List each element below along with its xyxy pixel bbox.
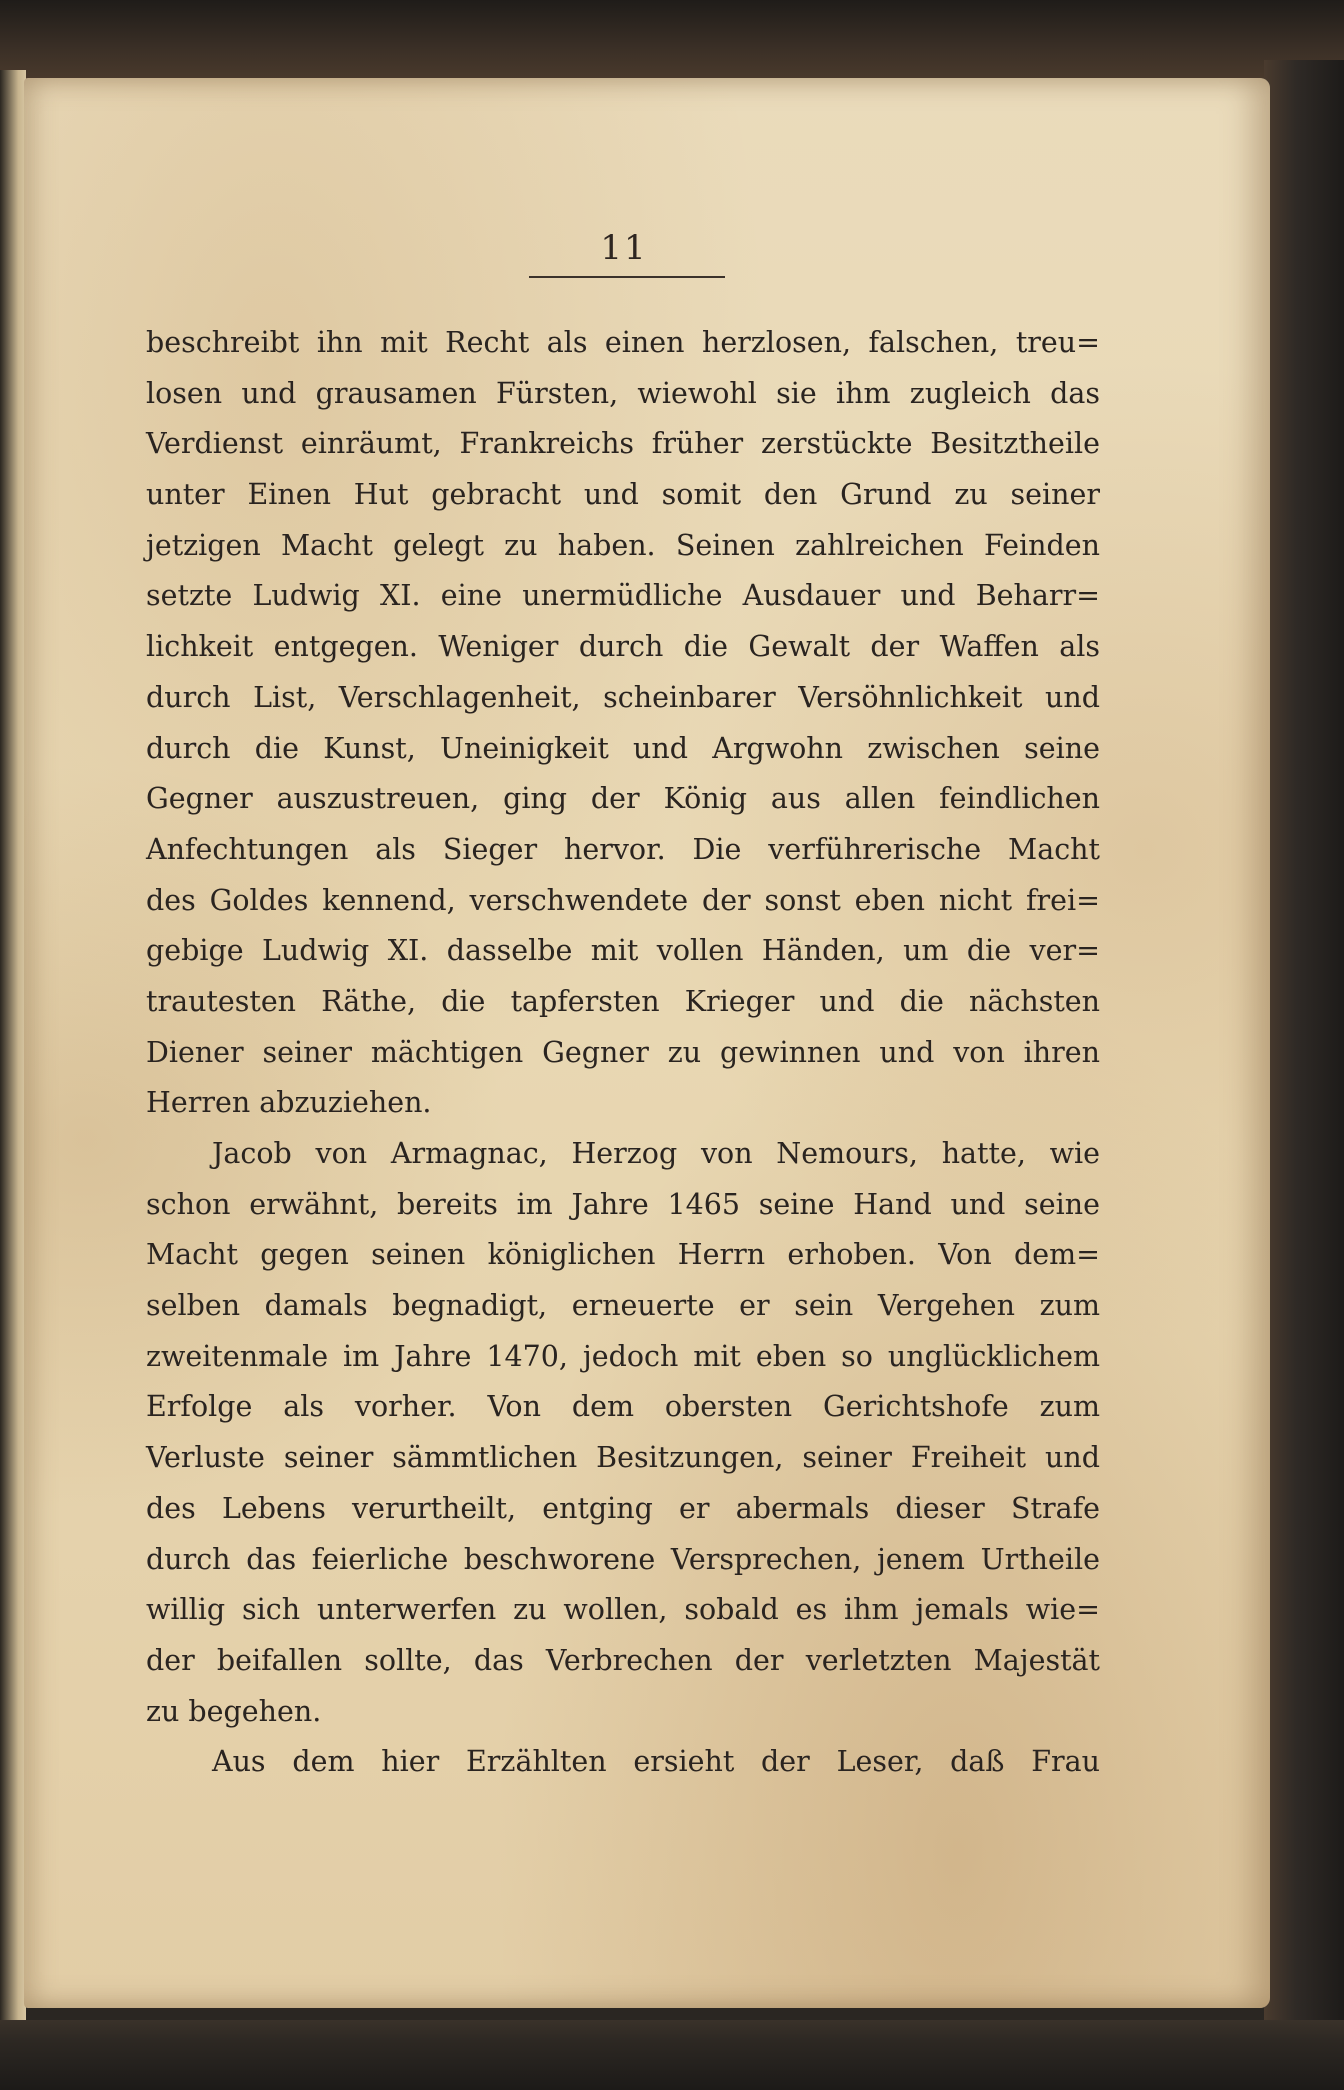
text-line: Diener seiner mächtigen Gegner zu gewinnen und von ihren xyxy=(146,1035,1100,1069)
text-line: schon erwähnt, bereits im Jahre 1465 seine Hand und seine xyxy=(146,1187,1100,1221)
text-line: Verluste seiner sämmtlichen Besitzungen, seiner Freiheit und xyxy=(146,1441,1100,1475)
text-line: Erfolge als vorher. Von dem obersten Gerichtshofe zum xyxy=(146,1390,1100,1424)
text-line: des Lebens verurtheilt, entging er abermals dieser Strafe xyxy=(146,1491,1100,1525)
text-line-paragraph-start: Aus dem hier Erzählten ersieht der Leser, daß Frau xyxy=(212,1745,1100,1779)
text-line: der beifallen sollte, das Verbrechen der verletzten Majestät xyxy=(146,1643,1100,1677)
text-line: durch die Kunst, Uneinigkeit und Argwohn zwischen seine xyxy=(146,731,1100,765)
book-binding-right xyxy=(1264,60,1344,2050)
text-line: unter Einen Hut gebracht und somit den Grund zu seiner xyxy=(146,478,1100,512)
text-line: zweitenmale im Jahre 1470, jedoch mit eben so unglücklichem xyxy=(146,1339,1100,1373)
text-line-paragraph-end: Herren abzuziehen. xyxy=(146,1086,432,1120)
text-line: Anfechtungen als Sieger hervor. Die verführerische Macht xyxy=(146,832,1100,866)
text-line: trautesten Räthe, die tapfersten Krieger und die nächsten xyxy=(146,984,1100,1018)
page-number: 11 xyxy=(600,228,648,268)
text-line: Gegner auszustreuen, ging der König aus allen feindlichen xyxy=(146,782,1100,816)
text-line-paragraph-start: Jacob von Armagnac, Herzog von Nemours, hatte, wie xyxy=(212,1137,1100,1170)
text-line: selben damals begnadigt, erneuerte er sein Vergehen zum xyxy=(146,1289,1100,1323)
text-line-paragraph-end: zu begehen. xyxy=(146,1694,322,1728)
book-binding-bottom xyxy=(0,2020,1344,2090)
text-line: durch das feierliche beschworene Versprechen, jenem Urtheile xyxy=(146,1542,1100,1576)
book-binding-top xyxy=(0,0,1344,80)
text-line: Macht gegen seinen königlichen Herrn erhoben. Von dem= xyxy=(146,1238,1100,1272)
text-line: des Goldes kennend, verschwendete der sonst eben nicht frei= xyxy=(146,883,1100,917)
text-line: gebige Ludwig XI. dasselbe mit vollen Händen, um die ver= xyxy=(146,934,1100,968)
header-rule xyxy=(529,276,725,278)
text-line: setzte Ludwig XI. eine unermüdliche Ausdauer und Beharr= xyxy=(146,579,1100,613)
book-page xyxy=(24,78,1270,2008)
text-line: jetzigen Macht gelegt zu haben. Seinen zahlreichen Feinden xyxy=(146,528,1100,562)
text-line: losen und grausamen Fürsten, wiewohl sie ihm zugleich das xyxy=(146,376,1100,410)
text-line: Verdienst einräumt, Frankreichs früher zerstückte Besitztheile xyxy=(146,427,1100,461)
text-line: durch List, Verschlagenheit, scheinbarer Versöhnlichkeit und xyxy=(146,680,1100,714)
text-line: beschreibt ihn mit Recht als einen herzlosen, falschen, treu= xyxy=(146,326,1100,359)
book-binding-left xyxy=(0,70,26,2020)
body-text xyxy=(146,318,1100,1788)
text-line: lichkeit entgegen. Weniger durch die Gewalt der Waffen als xyxy=(146,630,1100,664)
text-line: willig sich unterwerfen zu wollen, sobald es ihm jemals wie= xyxy=(146,1593,1100,1627)
